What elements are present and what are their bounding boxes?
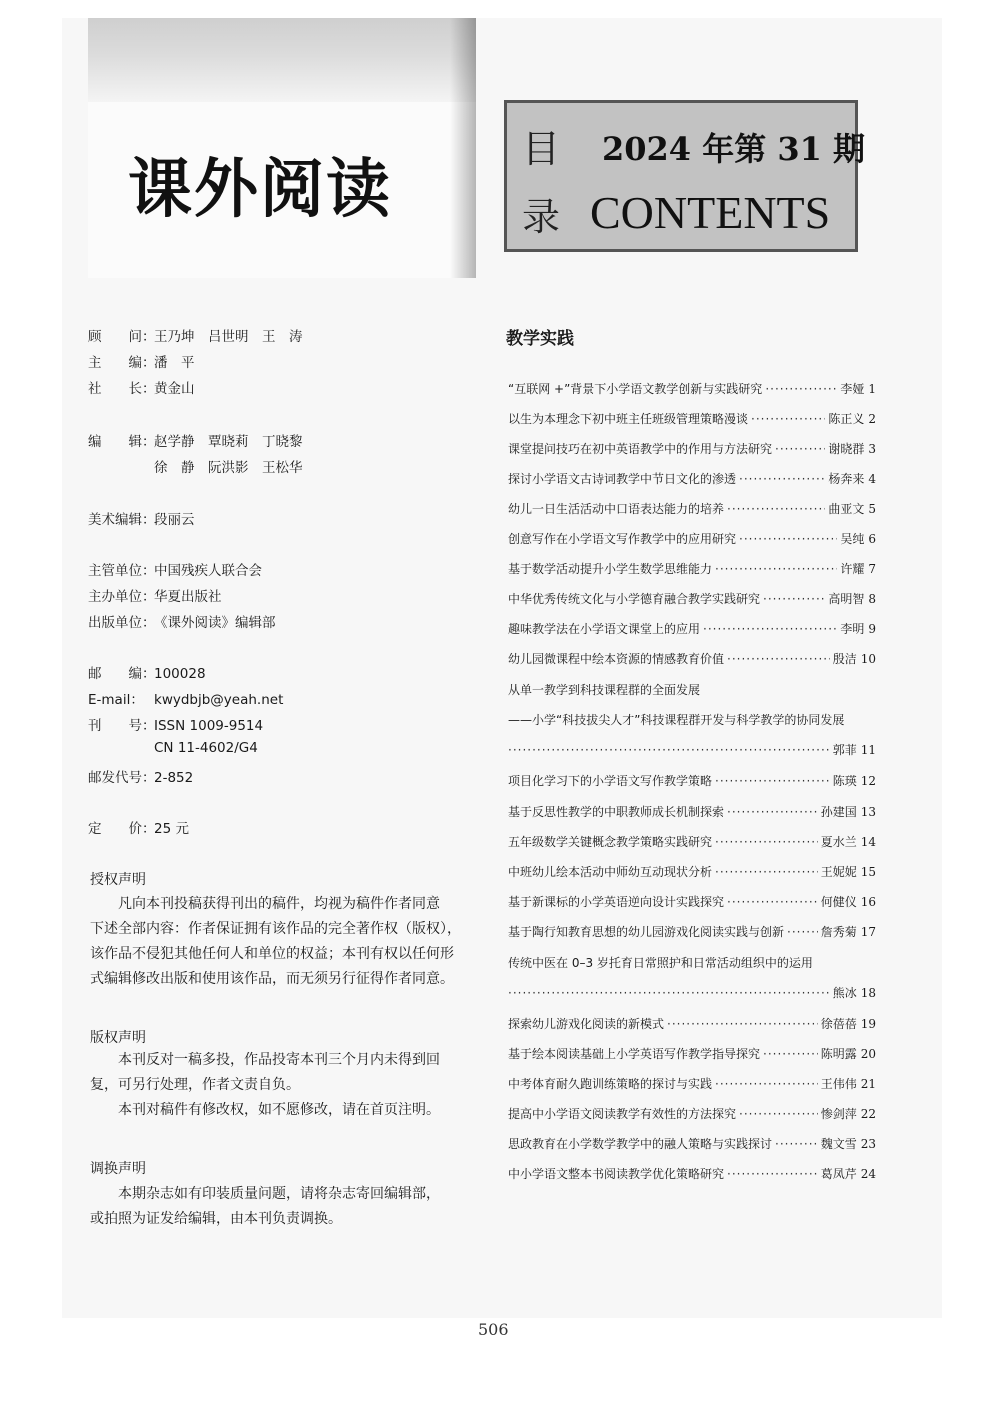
leader-dots [715, 774, 830, 788]
toc-author: 徐蓓蓓 [820, 1017, 857, 1031]
toc-author: 李明 [840, 622, 865, 636]
toc-title: 幼儿园微课程中绘本资源的情感教育价值 [508, 652, 725, 666]
page-number: 506 [478, 1320, 509, 1339]
toc-author: 陈明露 [820, 1047, 857, 1061]
exchange-heading: 调换声明 [90, 1161, 146, 1177]
staff-row [88, 740, 258, 756]
toc-entry[interactable] [508, 1015, 876, 1035]
toc-page: 19 [860, 1017, 876, 1031]
toc-entry[interactable] [508, 590, 876, 610]
leader-dots [727, 805, 818, 819]
leader-dots [739, 1107, 818, 1121]
staff-label: 主办单位： [88, 589, 156, 605]
staff-row [88, 688, 283, 708]
toc-title: 探讨小学语文古诗词教学中节日文化的渗透 [508, 472, 737, 486]
leader-dots [739, 532, 837, 546]
staff-row [88, 585, 222, 605]
toc-author: 惨剑萍 [820, 1107, 857, 1121]
toc-title: 思政教育在小学数学教学中的融人策略与实践探讨 [508, 1137, 773, 1151]
toc-title: 课堂提问技巧在初中英语教学中的作用与方法研究 [508, 442, 773, 456]
toc-author: 詹秀菊 [820, 925, 857, 939]
staff-row [88, 714, 263, 734]
toc-author: 谢晓群 [828, 442, 865, 456]
staff-label: 顾 问： [88, 329, 156, 345]
staff-row [88, 611, 276, 631]
toc-entry-continuation [508, 741, 876, 761]
toc-subtitle-line: ——小学“科技拔尖人才”科技课程群开发与科学教学的协同发展 [508, 713, 845, 727]
toc-author: 郭菲 [832, 743, 857, 757]
toc-entry[interactable] [508, 833, 876, 853]
leader-dots [703, 622, 837, 636]
toc-page: 9 [868, 622, 876, 636]
toc-page: 24 [860, 1167, 876, 1181]
staff-value: 《课外阅读》编辑部 [154, 615, 276, 631]
paragraph-line: 本期杂志如有印装质量问题，请将杂志寄回编辑部， [118, 1186, 440, 1202]
staff-row [88, 351, 195, 371]
staff-row [88, 325, 303, 345]
leader-dots [715, 835, 818, 849]
leader-dots [727, 652, 830, 666]
toc-page: 23 [860, 1137, 876, 1151]
leader-dots [715, 1077, 818, 1091]
toc-entry[interactable] [508, 923, 876, 943]
leader-dots [715, 562, 837, 576]
toc-title: 探索幼儿游戏化阅读的新模式 [508, 1017, 665, 1031]
toc-entry[interactable] [508, 1165, 876, 1185]
leader-dots [727, 895, 818, 909]
toc-author: 王妮妮 [820, 865, 857, 879]
toc-page: 8 [868, 592, 876, 606]
toc-entry[interactable] [508, 470, 876, 490]
toc-title: 提高中小学语文阅读教学有效性的方法探究 [508, 1107, 737, 1121]
toc-author: 何健仪 [820, 895, 857, 909]
leader-dots [787, 925, 818, 939]
leader-dots [508, 986, 830, 1000]
staff-row [88, 430, 303, 450]
exchange-text [90, 1182, 478, 1232]
staff-value: 黄金山 [154, 381, 195, 397]
staff-value: 25 元 [154, 821, 189, 837]
paragraph-line: 或拍照为证发给编辑，由本刊负责调换。 [90, 1211, 342, 1227]
toc-entry-continuation [508, 984, 876, 1004]
contents-char-mu: 目 [522, 127, 561, 171]
toc-page: 22 [860, 1107, 876, 1121]
toc-page: 7 [868, 562, 876, 576]
paragraph-line: 本刊反对一稿多投，作品投寄本刊三个月内未得到回 [118, 1052, 440, 1068]
toc-entry[interactable] [508, 560, 876, 580]
toc-page: 6 [868, 532, 876, 546]
staff-label: 美术编辑： [88, 512, 156, 528]
toc-author: 许耀 [840, 562, 865, 576]
authorization-heading: 授权声明 [90, 872, 146, 888]
staff-label: E-mail： [88, 692, 144, 708]
staff-row [88, 377, 195, 397]
staff-value: kwydbjb@yeah.net [154, 692, 284, 708]
toc-author: 吴纯 [840, 532, 865, 546]
staff-label: 主 编： [88, 355, 156, 371]
toc-author: 曲亚文 [828, 502, 865, 516]
toc-entry[interactable] [508, 1045, 876, 1065]
copyright-text [90, 1048, 478, 1123]
toc-page: 12 [860, 774, 876, 788]
toc-title: 五年级数学关键概念教学策略实践研究 [508, 835, 713, 849]
staff-value: 王乃坤 吕世明 王 涛 [154, 329, 303, 345]
staff-label: 主管单位： [88, 563, 156, 579]
staff-value: 徐 静 阮洪影 王松华 [154, 460, 303, 476]
toc-entry[interactable] [508, 893, 876, 913]
toc-page: 17 [860, 925, 876, 939]
staff-label: 邮发代号： [88, 770, 156, 786]
toc-author: 葛凤芹 [820, 1167, 857, 1181]
toc-page: 5 [868, 502, 876, 516]
toc-author: 陈瑛 [832, 774, 857, 788]
toc-title: 中小学语文整本书阅读教学优化策略研究 [508, 1167, 725, 1181]
toc-author: 王伟伟 [820, 1077, 857, 1091]
toc-title: 基于新课标的小学英语逆向设计实践探究 [508, 895, 725, 909]
toc-title: 幼儿一日生活活动中口语表达能力的培养 [508, 502, 725, 516]
toc-entry[interactable] [508, 620, 876, 640]
contents-char-lu: 录 [522, 195, 561, 239]
leader-dots [727, 502, 825, 516]
toc-page: 4 [868, 472, 876, 486]
toc-title: 基于数学活动提升小学生数学思维能力 [508, 562, 713, 576]
staff-row [88, 559, 262, 579]
toc-entry[interactable] [508, 410, 876, 430]
staff-value: 2-852 [154, 770, 194, 786]
toc-author: 魏文雪 [820, 1137, 857, 1151]
paragraph-line: 该作品不侵犯其他任何人和单位的权益；本刊有权以任何形 [90, 946, 454, 962]
toc-title: 趣味教学法在小学语文课堂上的应用 [508, 622, 701, 636]
toc-page: 14 [860, 835, 876, 849]
leader-dots [715, 865, 818, 879]
toc-title: 创意写作在小学语文写作教学中的应用研究 [508, 532, 737, 546]
toc-page: 1 [868, 382, 876, 396]
toc-page: 3 [868, 442, 876, 456]
authorization-text [90, 892, 478, 992]
toc-author: 殷洁 [832, 652, 857, 666]
staff-row [88, 508, 195, 528]
staff-label: 刊 号： [88, 718, 156, 734]
toc-page: 16 [860, 895, 876, 909]
leader-dots [775, 442, 825, 456]
toc-entry[interactable] [508, 772, 876, 792]
toc-author: 高明智 [828, 592, 865, 606]
staff-value: ISSN 1009-9514 [154, 718, 264, 734]
leader-dots [775, 1137, 818, 1151]
toc-title-line[interactable]: 传统中医在 0–3 岁托育日常照护和日常活动组织中的运用 [508, 956, 813, 970]
toc-page: 21 [860, 1077, 876, 1091]
staff-row [88, 456, 303, 476]
magazine-title: 课外阅读 [128, 153, 392, 227]
paragraph-line: 复，可另行处理，作者文责自负。 [90, 1077, 300, 1093]
toc-title: “互联网 +”背景下小学语文教学创新与实践研究 [508, 382, 763, 396]
toc-page: 18 [860, 986, 876, 1000]
leader-dots [667, 1017, 818, 1031]
staff-label: 编 辑： [88, 434, 156, 450]
toc-entry[interactable] [508, 1135, 876, 1155]
leader-dots [751, 412, 825, 426]
toc-page: 10 [860, 652, 876, 666]
toc-title: 项目化学习下的小学语文写作教学策略 [508, 774, 713, 788]
leader-dots [763, 592, 825, 606]
staff-label: 邮 编： [88, 666, 156, 682]
staff-value: 段丽云 [154, 512, 195, 528]
copyright-heading: 版权声明 [90, 1030, 146, 1046]
toc-entry[interactable] [508, 500, 876, 520]
toc-entry[interactable] [508, 650, 876, 670]
leader-dots [727, 1167, 818, 1181]
toc-entry[interactable] [508, 1105, 876, 1125]
toc-title: 基于绘本阅读基础上小学英语写作教学指导探究 [508, 1047, 761, 1061]
toc-page: 20 [860, 1047, 876, 1061]
staff-value: 中国残疾人联合会 [154, 563, 262, 579]
paragraph-line: 式编辑修改出版和使用该作品，而无须另行征得作者同意。 [90, 971, 454, 987]
toc-title: 中班幼儿绘本活动中师幼互动现状分析 [508, 865, 713, 879]
toc-title-line[interactable]: 从单一教学到科技课程群的全面发展 [508, 683, 701, 697]
staff-label: 出版单位： [88, 615, 156, 631]
toc-entry[interactable] [508, 863, 876, 883]
toc-author: 夏水兰 [820, 835, 857, 849]
staff-row [88, 662, 206, 682]
toc-title: 中华优秀传统文化与小学德育融合教学实践研究 [508, 592, 761, 606]
staff-value: 100028 [154, 666, 206, 682]
toc-author: 陈正义 [828, 412, 865, 426]
toc-entry[interactable] [508, 1075, 876, 1095]
contents-heading: CONTENTS [590, 187, 831, 238]
leader-dots [739, 472, 825, 486]
leader-dots [508, 743, 830, 757]
toc-page: 13 [860, 805, 876, 819]
staff-value: CN 11-4602/G4 [154, 740, 258, 756]
toc-page: 11 [860, 743, 876, 757]
toc-entry[interactable] [508, 803, 876, 823]
issue-label: 2024 年第 31 期 [602, 130, 866, 168]
toc-title: 中考体育耐久跑训练策略的探讨与实践 [508, 1077, 713, 1091]
staff-value: 赵学静 覃晓莉 丁晓黎 [154, 434, 303, 450]
staff-value: 潘 平 [154, 355, 195, 371]
staff-value: 华夏出版社 [154, 589, 222, 605]
toc-title: 基于反思性教学的中职教师成长机制探索 [508, 805, 725, 819]
toc-page: 15 [860, 865, 876, 879]
toc-author: 孙建国 [820, 805, 857, 819]
toc-entry[interactable] [508, 380, 876, 400]
staff-label: 社 长： [88, 381, 156, 397]
section-title: 教学实践 [506, 329, 574, 349]
leader-dots [763, 1047, 818, 1061]
toc-entry[interactable] [508, 440, 876, 460]
paragraph-line: 本刊对稿件有修改权，如不愿修改，请在首页注明。 [118, 1102, 440, 1118]
leader-dots [765, 382, 837, 396]
paragraph-line: 下述全部内容：作者保证拥有该作品的完全著作权（版权）， [90, 921, 461, 937]
staff-label: 定 价： [88, 821, 156, 837]
paragraph-line: 凡向本刊投稿获得刊出的稿件，均视为稿件作者同意 [118, 896, 440, 912]
toc-author: 熊冰 [832, 986, 857, 1000]
toc-title: 以生为本理念下初中班主任班级管理策略漫谈 [508, 412, 749, 426]
toc-author: 杨奔来 [828, 472, 865, 486]
staff-row [88, 817, 189, 837]
toc-page: 2 [868, 412, 876, 426]
toc-author: 李娅 [840, 382, 865, 396]
staff-row [88, 766, 193, 786]
toc-title: 基于陶行知教育思想的幼儿园游戏化阅读实践与创新 [508, 925, 785, 939]
toc-entry[interactable] [508, 530, 876, 550]
